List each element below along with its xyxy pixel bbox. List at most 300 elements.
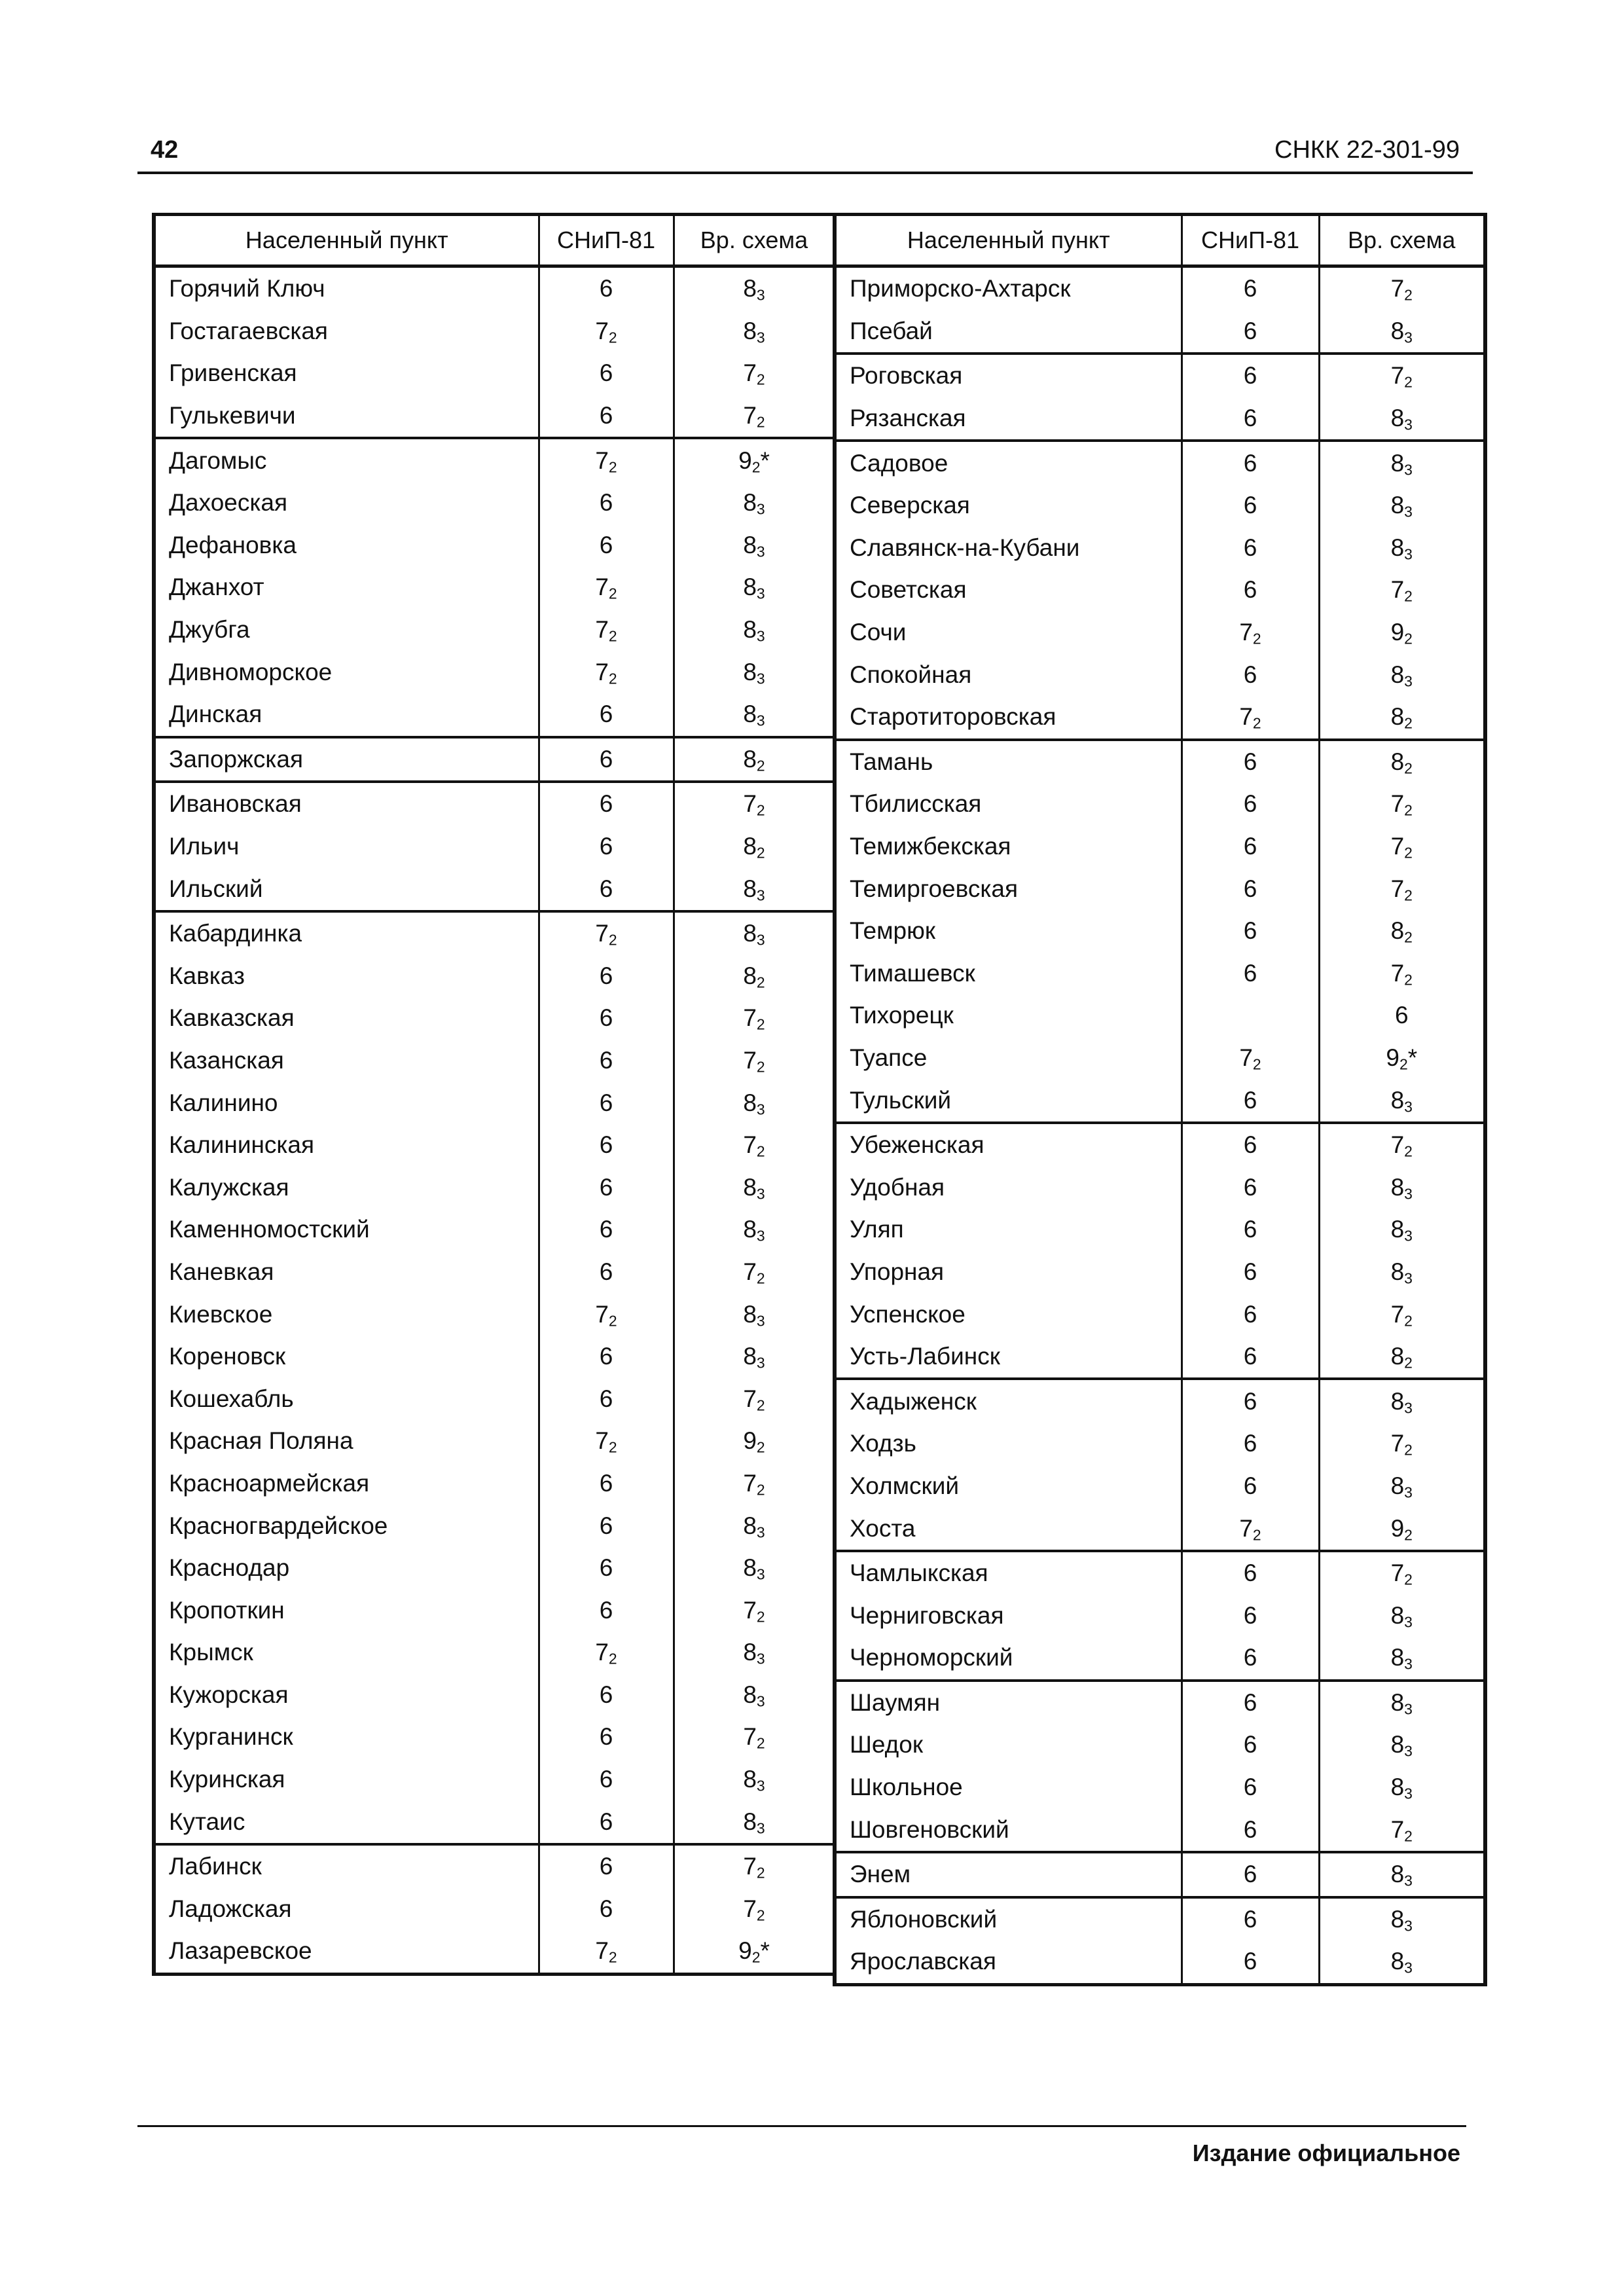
snip-value: 6	[1182, 783, 1319, 826]
snip-value: 6	[539, 1504, 674, 1547]
snip-value: 6	[1182, 1336, 1319, 1379]
settlement-name: Гривенская	[154, 352, 539, 395]
scheme-value: $8_3$	[1319, 1209, 1485, 1251]
scheme-value: $8_3$	[1319, 1594, 1485, 1637]
settlement-name: Приморско-Ахтарск	[835, 266, 1182, 310]
snip-value: 6	[1182, 1123, 1319, 1167]
snip-value: 6	[539, 693, 674, 737]
table-row	[154, 482, 835, 524]
table-row	[154, 955, 835, 998]
settlement-name: Хадыженск	[835, 1379, 1182, 1423]
snip-value: 6	[1182, 1465, 1319, 1508]
snip-value: 6	[539, 826, 674, 868]
table-row	[154, 395, 835, 439]
table-right-half	[833, 213, 1483, 1986]
scheme-value: $8_3$	[674, 911, 835, 955]
settlement-name: Куринская	[154, 1758, 539, 1801]
table-row	[154, 1124, 835, 1167]
settlement-name: Гулькевичи	[154, 395, 539, 439]
table-row	[835, 1766, 1485, 1809]
table-row	[154, 1631, 835, 1674]
settlement-name: Тульский	[835, 1079, 1182, 1123]
table-row	[835, 1637, 1485, 1681]
settlement-name: Красная Поляна	[154, 1420, 539, 1463]
scheme-value: $7_2$	[1319, 354, 1485, 397]
settlement-name: Курганинск	[154, 1716, 539, 1758]
column-header-snip: СНиП-81	[539, 215, 674, 266]
snip-value: 6	[1182, 910, 1319, 953]
scheme-value: $9_2*$	[674, 1930, 835, 1974]
snip-value: $7_2$	[539, 609, 674, 651]
scheme-value: $8_3$	[674, 1336, 835, 1378]
table-row	[154, 1209, 835, 1251]
settlement-name: Псебай	[835, 310, 1182, 354]
table-row	[835, 1379, 1485, 1423]
snip-value: $7_2$	[539, 438, 674, 482]
snip-value: 6	[539, 782, 674, 826]
scheme-value: $8_3$	[674, 693, 835, 737]
settlement-name: Красноармейская	[154, 1463, 539, 1505]
table-row	[835, 1037, 1485, 1080]
table-row	[835, 484, 1485, 527]
settlement-name: Успенское	[835, 1293, 1182, 1336]
scheme-value: $7_2$	[1319, 1808, 1485, 1852]
table-row	[835, 1293, 1485, 1336]
table-row	[835, 1251, 1485, 1294]
scheme-value: $9_2$	[1319, 1507, 1485, 1551]
scheme-value: $8_3$	[674, 1631, 835, 1674]
table-row	[835, 953, 1485, 995]
scheme-value: $7_2$	[1319, 266, 1485, 310]
table-row	[835, 1079, 1485, 1123]
snip-value: 6	[1182, 1594, 1319, 1637]
scheme-value: $8_3$	[1319, 527, 1485, 570]
scheme-value: $7_2$	[1319, 1423, 1485, 1465]
snip-value: 6	[1182, 1423, 1319, 1465]
snip-value: 6	[539, 1251, 674, 1294]
settlement-name: Рязанская	[835, 397, 1182, 441]
settlement-name: Удобная	[835, 1166, 1182, 1209]
snip-value: 6	[1182, 1079, 1319, 1123]
settlement-name: Темиргоевская	[835, 867, 1182, 910]
settlement-name: Кропоткин	[154, 1589, 539, 1631]
footer-rule	[137, 2125, 1466, 2127]
settlement-name: Калинино	[154, 1082, 539, 1124]
settlement-name: Упорная	[835, 1251, 1182, 1294]
scheme-value: 6	[1319, 994, 1485, 1037]
settlement-name: Спокойная	[835, 653, 1182, 696]
scheme-value: $8_3$	[1319, 1637, 1485, 1681]
table-row	[154, 1082, 835, 1124]
snip-value: $7_2$	[539, 911, 674, 955]
snip-value: 6	[1182, 1766, 1319, 1809]
table-row	[154, 566, 835, 609]
snip-value: 6	[1182, 653, 1319, 696]
scheme-value: $7_2$	[674, 1124, 835, 1167]
settlement-name: Кореновск	[154, 1336, 539, 1378]
settlement-name: Калининская	[154, 1124, 539, 1167]
snip-value: 6	[1182, 867, 1319, 910]
snip-value: 6	[1182, 354, 1319, 397]
footer-edition-note: Издание официальное	[1192, 2140, 1460, 2166]
table-row	[835, 696, 1485, 740]
table-row	[835, 1724, 1485, 1766]
table-row	[835, 783, 1485, 826]
snip-value: 6	[539, 1547, 674, 1590]
table-row	[835, 441, 1485, 484]
scheme-value: $7_2$	[1319, 783, 1485, 826]
table-row	[835, 527, 1485, 570]
snip-value: 6	[539, 266, 674, 310]
table-row	[835, 1507, 1485, 1551]
scheme-value: $8_2$	[1319, 1336, 1485, 1379]
settlement-name: Динская	[154, 693, 539, 737]
scheme-value: $7_2$	[1319, 826, 1485, 868]
settlement-name: Ильич	[154, 826, 539, 868]
scheme-value: $8_3$	[674, 1504, 835, 1547]
settlement-name: Шедок	[835, 1724, 1182, 1766]
table-row	[835, 1166, 1485, 1209]
snip-value: 6	[1182, 527, 1319, 570]
settlement-name: Калужская	[154, 1166, 539, 1209]
snip-value: 6	[1182, 1681, 1319, 1724]
snip-value: 6	[539, 997, 674, 1040]
settlement-name: Крымск	[154, 1631, 539, 1674]
scheme-value: $8_2$	[1319, 740, 1485, 784]
table-row	[154, 1504, 835, 1547]
settlement-name: Кавказская	[154, 997, 539, 1040]
snip-value: 6	[539, 1589, 674, 1631]
table-row	[154, 651, 835, 693]
settlement-name: Запоржская	[154, 737, 539, 782]
header-rule	[137, 172, 1473, 174]
snip-value: 6	[539, 1166, 674, 1209]
scheme-value: $8_3$	[674, 266, 835, 310]
settlement-name: Тимашевск	[835, 953, 1182, 995]
settlement-name: Советская	[835, 569, 1182, 611]
settlement-name: Ярославская	[835, 1941, 1182, 1984]
scheme-value: $8_3$	[1319, 1166, 1485, 1209]
column-header-settlement: Населенный пункт	[835, 215, 1182, 266]
settlement-name: Тихорецк	[835, 994, 1182, 1037]
scheme-value: $7_2$	[674, 1716, 835, 1758]
scheme-value: $8_2$	[674, 737, 835, 782]
settlement-name: Уляп	[835, 1209, 1182, 1251]
table-row	[835, 1852, 1485, 1897]
settlement-name: Северская	[835, 484, 1182, 527]
scheme-value: $7_2$	[674, 352, 835, 395]
snip-value	[1182, 994, 1319, 1037]
table-row	[154, 352, 835, 395]
scheme-value: $7_2$	[674, 1463, 835, 1505]
scheme-value: $8_2$	[674, 955, 835, 998]
settlement-name: Лазаревское	[154, 1930, 539, 1974]
settlement-name: Туапсе	[835, 1037, 1182, 1080]
snip-value: $7_2$	[539, 1420, 674, 1463]
table-row	[835, 867, 1485, 910]
scheme-value: $8_3$	[674, 1547, 835, 1590]
settlement-name: Славянск-на-Кубани	[835, 527, 1182, 570]
settlement-name: Кабардинка	[154, 911, 539, 955]
scheme-value: $8_3$	[1319, 1941, 1485, 1984]
snip-value: $7_2$	[539, 1293, 674, 1336]
table-row	[835, 569, 1485, 611]
table-row	[154, 1293, 835, 1336]
scheme-value: $8_3$	[674, 1293, 835, 1336]
table-row	[154, 693, 835, 737]
snip-value: 6	[1182, 953, 1319, 995]
settlement-name: Казанская	[154, 1040, 539, 1082]
snip-value: 6	[539, 395, 674, 439]
scheme-value: $8_3$	[674, 1758, 835, 1801]
scheme-value: $8_3$	[674, 524, 835, 567]
settlement-name: Джубга	[154, 609, 539, 651]
table-row	[154, 1420, 835, 1463]
table-row	[154, 1251, 835, 1294]
snip-value: 6	[1182, 1293, 1319, 1336]
settlement-name: Ладожская	[154, 1888, 539, 1931]
table-row	[835, 1551, 1485, 1595]
snip-value: 6	[1182, 1637, 1319, 1681]
settlement-name: Джанхот	[154, 566, 539, 609]
table-row	[835, 1594, 1485, 1637]
settlement-name: Дагомыс	[154, 438, 539, 482]
settlement-name: Каневкая	[154, 1251, 539, 1294]
settlement-name: Дефановка	[154, 524, 539, 567]
snip-value: 6	[1182, 1379, 1319, 1423]
table-row	[835, 1681, 1485, 1724]
snip-value: 6	[539, 867, 674, 911]
table-row	[835, 1209, 1485, 1251]
scheme-value: $7_2$	[674, 1589, 835, 1631]
snip-value: $7_2$	[539, 566, 674, 609]
snip-value: 6	[539, 524, 674, 567]
table-row	[835, 1941, 1485, 1984]
settlement-name: Ильский	[154, 867, 539, 911]
snip-value: 6	[1182, 441, 1319, 484]
snip-value: $7_2$	[1182, 696, 1319, 740]
snip-value: 6	[539, 1377, 674, 1420]
snip-value: $7_2$	[539, 651, 674, 693]
scheme-value: $8_3$	[1319, 1897, 1485, 1941]
snip-value: 6	[1182, 310, 1319, 354]
scheme-value: $8_3$	[1319, 397, 1485, 441]
table-row	[154, 1336, 835, 1378]
scheme-value: $9_2*$	[674, 438, 835, 482]
settlement-name: Кошехабль	[154, 1377, 539, 1420]
settlement-name: Кужорская	[154, 1674, 539, 1717]
table-row	[154, 782, 835, 826]
table-row	[154, 867, 835, 911]
snip-value: $7_2$	[1182, 1507, 1319, 1551]
snip-value: 6	[1182, 569, 1319, 611]
snip-value: $7_2$	[1182, 611, 1319, 654]
scheme-value: $9_2*$	[1319, 1037, 1485, 1080]
snip-value: 6	[1182, 266, 1319, 310]
table-row	[835, 826, 1485, 868]
settlement-name: Красногвардейское	[154, 1504, 539, 1547]
settlement-name: Черноморский	[835, 1637, 1182, 1681]
settlement-name: Шаумян	[835, 1681, 1182, 1724]
table-row	[154, 266, 835, 310]
settlement-name: Горячий Ключ	[154, 266, 539, 310]
scheme-value: $8_3$	[1319, 1766, 1485, 1809]
snip-value: 6	[1182, 1852, 1319, 1897]
settlement-name: Дахоеская	[154, 482, 539, 524]
page-header	[137, 136, 1473, 169]
settlement-name: Яблоновский	[835, 1897, 1182, 1941]
settlement-name: Тбилисская	[835, 783, 1182, 826]
settlement-name: Шовгеновский	[835, 1808, 1182, 1852]
table-row	[154, 1930, 835, 1974]
scheme-value: $7_2$	[1319, 569, 1485, 611]
scheme-value: $8_3$	[1319, 1852, 1485, 1897]
column-header-settlement: Населенный пункт	[154, 215, 539, 266]
snip-value: 6	[539, 1209, 674, 1251]
snip-value: 6	[539, 1124, 674, 1167]
scheme-value: $7_2$	[674, 1844, 835, 1888]
table-row	[154, 1463, 835, 1505]
table-row	[154, 1674, 835, 1717]
snip-value: 6	[1182, 1724, 1319, 1766]
settlement-name: Краснодар	[154, 1547, 539, 1590]
settlement-name: Кавказ	[154, 955, 539, 998]
scheme-value: $8_3$	[674, 867, 835, 911]
settlement-name: Дивноморское	[154, 651, 539, 693]
scheme-value: $8_3$	[1319, 1379, 1485, 1423]
table-row	[154, 1758, 835, 1801]
table-row	[154, 1888, 835, 1931]
scheme-value: $7_2$	[1319, 1123, 1485, 1167]
settlement-name: Убеженская	[835, 1123, 1182, 1167]
table-row	[835, 1423, 1485, 1465]
scheme-value: $8_3$	[1319, 1465, 1485, 1508]
snip-value: 6	[539, 1888, 674, 1931]
scheme-value: $7_2$	[674, 1040, 835, 1082]
scheme-value: $8_3$	[674, 482, 835, 524]
table-row	[835, 740, 1485, 784]
table-row	[154, 1589, 835, 1631]
scheme-value: $9_2$	[1319, 611, 1485, 654]
snip-value: $7_2$	[539, 1930, 674, 1974]
snip-value: $7_2$	[539, 310, 674, 353]
snip-value: 6	[539, 1040, 674, 1082]
scheme-value: $8_3$	[674, 1800, 835, 1844]
snip-value: 6	[1182, 1209, 1319, 1251]
scheme-value: $8_2$	[1319, 696, 1485, 740]
table-row	[154, 826, 835, 868]
table-row	[154, 1844, 835, 1888]
scheme-value: $8_2$	[674, 826, 835, 868]
settlement-name: Роговская	[835, 354, 1182, 397]
settlement-name: Каменномостский	[154, 1209, 539, 1251]
settlement-name: Сочи	[835, 611, 1182, 654]
snip-value: 6	[539, 955, 674, 998]
table-left-half	[152, 213, 833, 1976]
scheme-value: $8_3$	[674, 566, 835, 609]
snip-value: 6	[539, 1844, 674, 1888]
table-row	[154, 1166, 835, 1209]
snip-value: 6	[539, 1082, 674, 1124]
settlement-name: Темижбекская	[835, 826, 1182, 868]
settlement-name: Киевское	[154, 1293, 539, 1336]
settlement-name: Темрюк	[835, 910, 1182, 953]
table-row	[835, 611, 1485, 654]
table-row	[835, 1808, 1485, 1852]
scheme-value: $7_2$	[674, 395, 835, 439]
scheme-value: $8_3$	[1319, 1079, 1485, 1123]
snip-value: 6	[1182, 1897, 1319, 1941]
column-header-scheme: Вр. схема	[674, 215, 835, 266]
table-row	[154, 524, 835, 567]
snip-value: 6	[539, 1758, 674, 1801]
scheme-value: $7_2$	[1319, 953, 1485, 995]
scheme-value: $8_3$	[1319, 1681, 1485, 1724]
snip-value: $7_2$	[1182, 1037, 1319, 1080]
snip-value: 6	[1182, 397, 1319, 441]
scheme-value: $8_3$	[1319, 1251, 1485, 1294]
snip-value: 6	[1182, 1251, 1319, 1294]
table-row	[835, 910, 1485, 953]
table-row	[835, 354, 1485, 397]
scheme-value: $7_2$	[674, 997, 835, 1040]
scheme-value: $7_2$	[1319, 867, 1485, 910]
scheme-value: $7_2$	[674, 1888, 835, 1931]
scheme-value: $7_2$	[674, 1251, 835, 1294]
table-row	[154, 997, 835, 1040]
scheme-value: $7_2$	[1319, 1293, 1485, 1336]
snip-value: 6	[539, 1336, 674, 1378]
table-row	[835, 1465, 1485, 1508]
settlement-name: Ивановская	[154, 782, 539, 826]
table-row	[154, 911, 835, 955]
snip-value: 6	[539, 1716, 674, 1758]
settlement-name: Ходзь	[835, 1423, 1182, 1465]
scheme-value: $8_3$	[1319, 1724, 1485, 1766]
snip-value: 6	[1182, 740, 1319, 784]
settlement-name: Энем	[835, 1852, 1182, 1897]
snip-value: 6	[539, 1800, 674, 1844]
column-header-scheme: Вр. схема	[1319, 215, 1485, 266]
table-row	[835, 310, 1485, 354]
snip-value: 6	[1182, 1551, 1319, 1595]
settlement-name: Холмский	[835, 1465, 1182, 1508]
scheme-value: $8_3$	[674, 651, 835, 693]
table-row	[154, 1040, 835, 1082]
page-number: 42	[151, 136, 179, 164]
table-row	[835, 1336, 1485, 1379]
settlement-name: Хоста	[835, 1507, 1182, 1551]
settlement-name: Садовое	[835, 441, 1182, 484]
snip-value: 6	[539, 352, 674, 395]
scheme-value: $8_3$	[674, 609, 835, 651]
document-code: СНКК 22-301-99	[1274, 136, 1460, 164]
table-row	[154, 310, 835, 353]
snip-value: 6	[539, 737, 674, 782]
scheme-value: $8_2$	[1319, 910, 1485, 953]
scheme-value: $9_2$	[674, 1420, 835, 1463]
table-row	[835, 653, 1485, 696]
snip-value: 6	[1182, 1166, 1319, 1209]
table-row	[154, 1377, 835, 1420]
table-row	[154, 1547, 835, 1590]
settlement-name: Школьное	[835, 1766, 1182, 1809]
snip-value: 6	[539, 482, 674, 524]
scheme-value: $8_3$	[1319, 653, 1485, 696]
scheme-value: $8_3$	[674, 1082, 835, 1124]
settlement-name: Тамань	[835, 740, 1182, 784]
snip-value: 6	[1182, 826, 1319, 868]
